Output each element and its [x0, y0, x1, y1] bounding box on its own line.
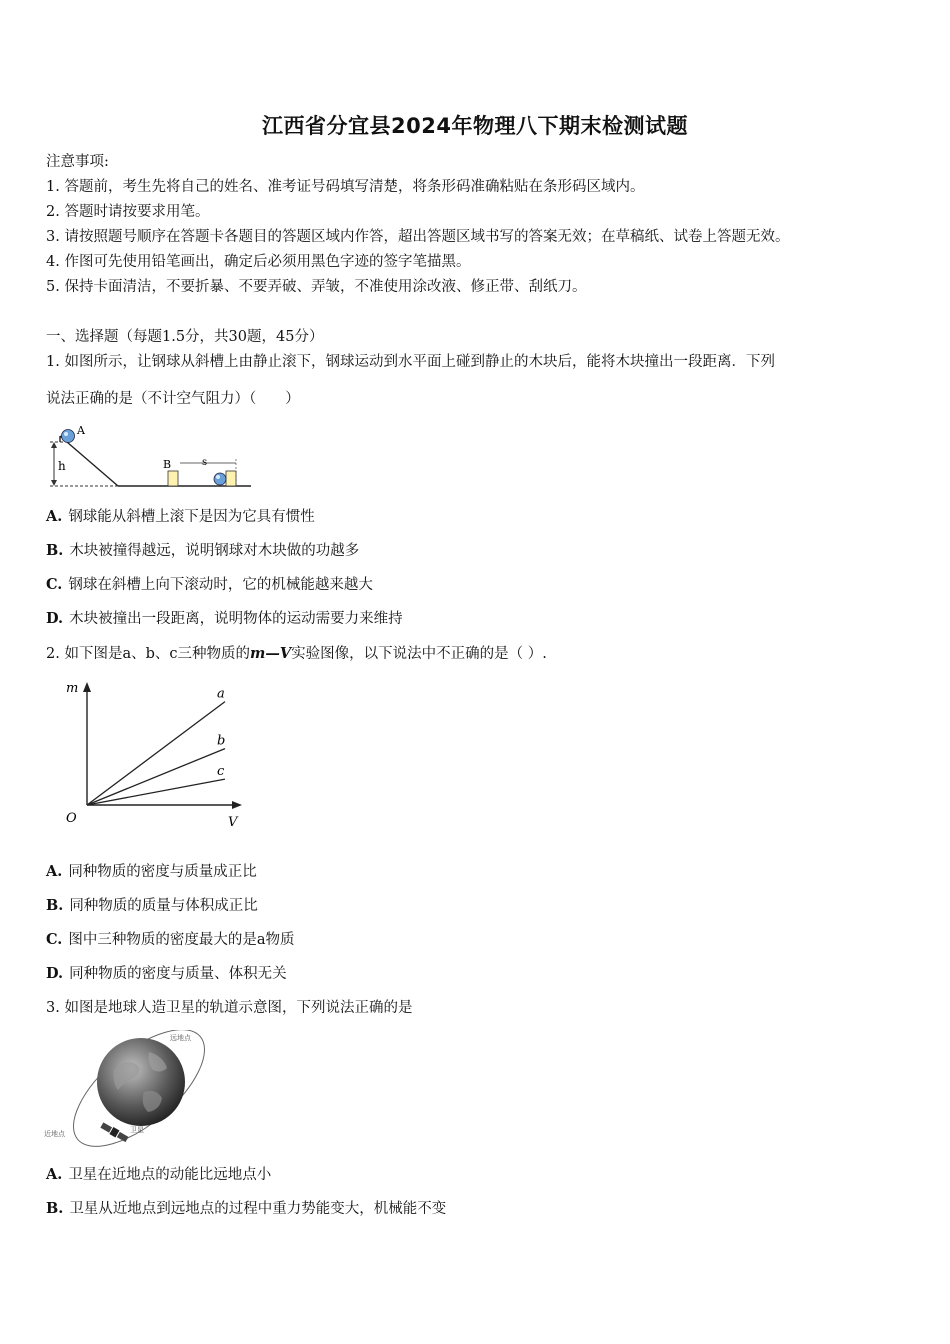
q1-option-d: D. 木块被撞出一段距离，说明物体的运动需要力来维持 — [46, 610, 403, 627]
y-axis-label: m — [66, 681, 79, 696]
q1-option-b: B. 木块被撞得越远，说明钢球对木块做的功越多 — [46, 542, 360, 559]
q1-option-a: A. 钢球能从斜槽上滚下是因为它具有惯性 — [46, 508, 315, 525]
series-label-b: b — [217, 733, 226, 749]
series-line-a — [87, 702, 225, 805]
q1-stem-line2: 说法正确的是（不计空气阻力）（ ） — [46, 391, 300, 407]
notes-heading: 注意事项: — [46, 154, 109, 170]
q2-option-d: D. 同种物质的密度与质量、体积无关 — [46, 965, 287, 982]
q3-option-b: B. 卫星从近地点到远地点的过程中重力势能变大，机械能不变 — [46, 1200, 447, 1217]
label-a: A — [77, 424, 85, 437]
page-title: 江西省分宜县2024年物理八下期末检测试题 — [262, 114, 688, 138]
label-s: s — [202, 457, 208, 468]
q2-stem: 2. 如下图是a、b、c三种物质的m—V实验图像，以下说法中不正确的是（ ）. — [46, 645, 547, 662]
label-b: B — [163, 458, 172, 471]
q1-stem-line1: 1. 如图所示，让钢球从斜槽上由静止滚下，钢球运动到水平面上碰到静止的木块后，能将木块撞出一段距离．下列 — [46, 354, 775, 370]
note-item: 5. 保持卡面清洁，不要折暴、不要弄破、弄皱，不准使用涂改液、修正带、刮纸刀。 — [46, 279, 587, 295]
note-item: 4. 作图可先使用铅笔画出，确定后必须用黑色字迹的签字笔描黑。 — [46, 254, 471, 270]
steel-ball-end — [214, 473, 226, 485]
label-near-point: 近地点 — [44, 1130, 65, 1138]
section-heading: 一、选择题（每题1.5分，共30题，45分） — [46, 329, 324, 345]
x-axis-label: V — [228, 815, 238, 828]
q3-stem: 3. 如图是地球人造卫星的轨道示意图，下列说法正确的是 — [46, 1000, 413, 1016]
q1-option-c: C. 钢球在斜槽上向下滚动时，它的机械能越来越大 — [46, 576, 373, 593]
satellite-orbit-figure — [44, 1030, 214, 1148]
label-far-point: 远地点 — [170, 1034, 191, 1042]
q2-option-b: B. 同种物质的质量与体积成正比 — [46, 897, 258, 914]
mv-graph — [60, 678, 250, 828]
ramp-slope — [60, 436, 118, 486]
note-item: 2. 答题时请按要求用笔。 — [46, 204, 210, 220]
note-item: 3. 请按照题号顺序在答题卡各题目的答题区域内作答，超出答题区域书写的答案无效；在草稿纸、试卷上答题无效。 — [46, 229, 790, 245]
q2-option-a: A. 同种物质的密度与质量成正比 — [46, 863, 257, 880]
q3-option-a: A. 卫星在近地点的动能比远地点小 — [46, 1166, 272, 1183]
incline-ramp-figure — [46, 420, 256, 492]
note-item: 1. 答题前，考生先将自己的姓名、准考证号码填写清楚，将条形码准确粘贴在条形码区域内。 — [46, 179, 645, 195]
series-line-c — [87, 779, 225, 805]
earth-globe — [97, 1038, 185, 1126]
series-line-b — [87, 749, 225, 805]
label-satellite: 卫星 — [130, 1126, 144, 1134]
series-label-a: a — [217, 686, 225, 702]
wood-block-moved — [226, 471, 236, 486]
series-label-c: c — [217, 764, 225, 780]
origin-label: O — [66, 811, 77, 826]
label-h: h — [58, 459, 66, 473]
wood-block-b — [168, 471, 178, 486]
steel-ball-a — [62, 430, 75, 443]
q2-option-c: C. 图中三种物质的密度最大的是a物质 — [46, 931, 295, 948]
satellite-icon — [100, 1122, 129, 1143]
